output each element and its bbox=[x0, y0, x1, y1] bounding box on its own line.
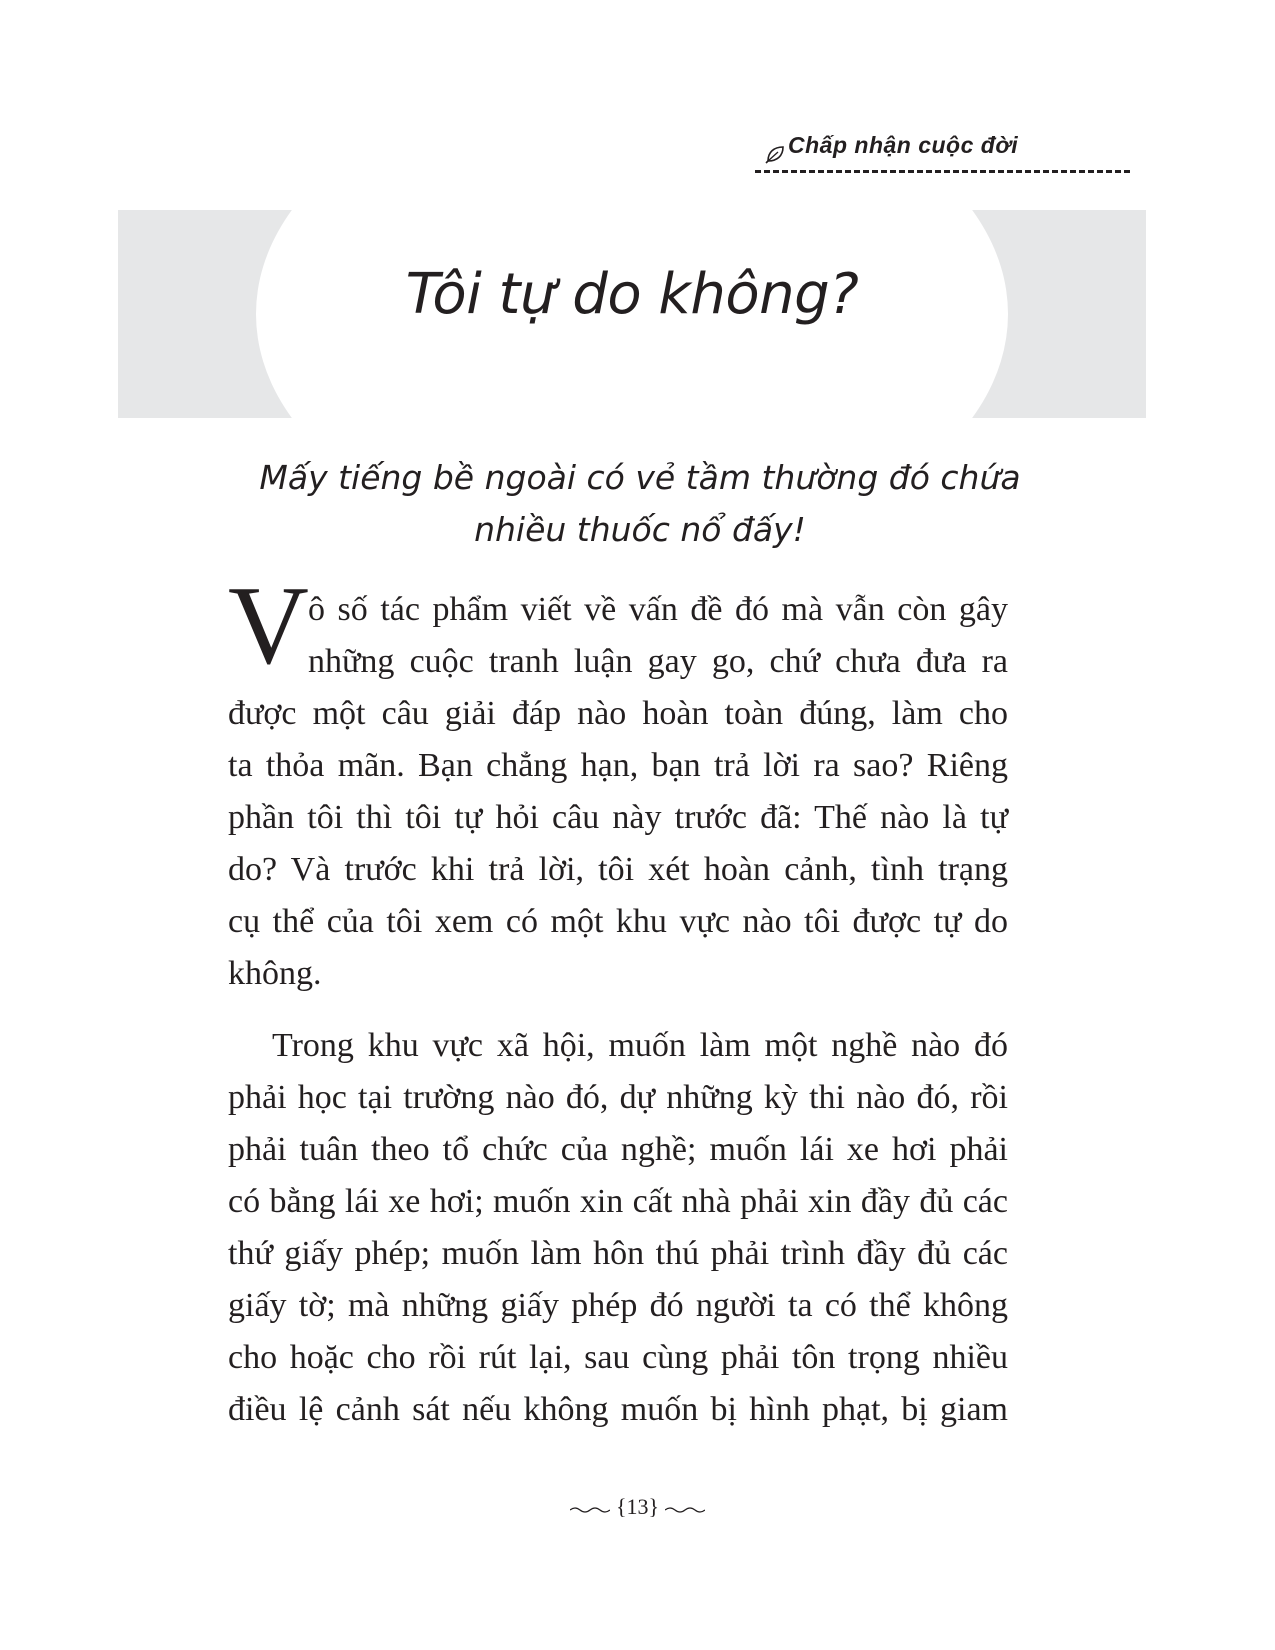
body-line: có bằng lái xe hơi; muốn xin cất nhà phải xin đầy đủ các bbox=[228, 1183, 1008, 1220]
body-line: ta thỏa mãn. Bạn chẳng hạn, bạn trả lời ra sao? Riêng bbox=[228, 747, 1008, 784]
left-ornament-icon bbox=[570, 1504, 610, 1514]
leaf-icon bbox=[765, 144, 785, 164]
body-line: phải tuân theo tổ chức của nghề; muốn lái xe hơi phải bbox=[228, 1131, 1008, 1168]
chapter-title: Tôi tự do không? bbox=[405, 262, 859, 327]
page-number-footer bbox=[0, 1494, 1275, 1520]
epigraph-line: Mấy tiếng bề ngoài có vẻ tầm thường đó chứa bbox=[259, 458, 1021, 497]
body-line: ô số tác phẩm viết về vấn đề đó mà vẫn còn gây bbox=[308, 591, 1008, 628]
body-paragraph-1 bbox=[228, 584, 1008, 1000]
epigraph-line: nhiều thuốc nổ đấy! bbox=[474, 510, 806, 549]
body-line: được một câu giải đáp nào hoàn toàn đúng, làm cho bbox=[228, 695, 1008, 732]
body-line: giấy tờ; mà những giấy phép đó người ta có thể không bbox=[228, 1287, 1008, 1324]
page-number: {13} bbox=[615, 1494, 660, 1519]
body-line: cụ thể của tôi xem có một khu vực nào tôi được tự do bbox=[228, 903, 1008, 940]
body-line: những cuộc tranh luận gay go, chứ chưa đưa ra bbox=[308, 643, 1008, 680]
body-paragraph-2 bbox=[228, 1020, 1008, 1436]
running-header bbox=[755, 130, 1130, 173]
body-line: phải học tại trường nào đó, dự những kỳ thi nào đó, rồi bbox=[228, 1079, 1008, 1116]
epigraph bbox=[200, 452, 1080, 556]
drop-cap: V bbox=[228, 564, 309, 688]
body-line: phần tôi thì tôi tự hỏi câu này trước đã: Thế nào là tự bbox=[228, 799, 1008, 836]
right-ornament-icon bbox=[665, 1504, 705, 1514]
body-line: cho hoặc cho rồi rút lại, sau cùng phải tôn trọng nhiều bbox=[228, 1339, 1008, 1376]
body-line: do? Và trước khi trả lời, tôi xét hoàn cảnh, tình trạng bbox=[228, 851, 1008, 888]
body-line: không. bbox=[228, 955, 322, 992]
running-header-title: Chấp nhận cuộc đời bbox=[788, 132, 1019, 158]
body-line: điều lệ cảnh sát nếu không muốn bị hình phạt, bị giam bbox=[228, 1391, 1008, 1428]
body-line: Trong khu vực xã hội, muốn làm một nghề nào đó bbox=[272, 1027, 1008, 1064]
body-line: thứ giấy phép; muốn làm hôn thú phải trình đầy đủ các bbox=[228, 1235, 1008, 1272]
chapter-title-banner bbox=[118, 210, 1146, 418]
